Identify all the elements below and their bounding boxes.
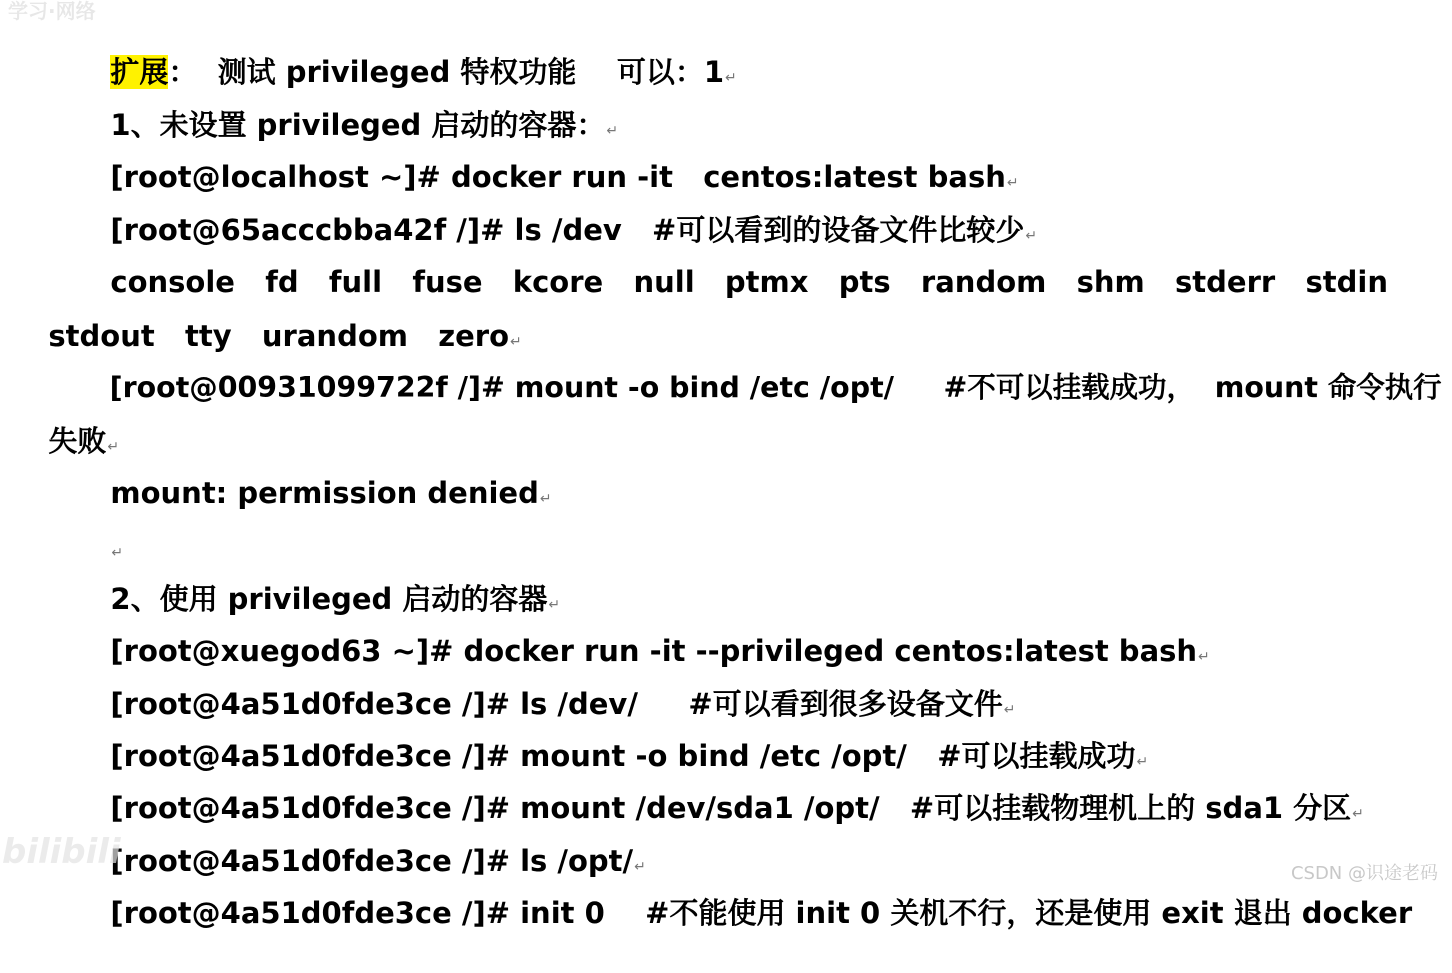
return-mark: ↵ bbox=[548, 597, 561, 613]
command-text: [root@4a51d0fde3ce /]# ls /opt/ bbox=[110, 844, 634, 878]
heading-text: ： 测试 privileged 特权功能 可以：1 bbox=[168, 55, 724, 89]
command-text: [root@xuegod63 ~]# docker run -it --privileged centos:latest bash bbox=[110, 634, 1198, 668]
return-mark: ↵ bbox=[606, 123, 619, 139]
section-1-title-text: 1、未设置 privileged 启动的容器： bbox=[110, 108, 606, 142]
return-mark: ↵ bbox=[1136, 754, 1149, 770]
highlighted-keyword: 扩展 bbox=[110, 55, 169, 89]
command-text: [root@4a51d0fde3ce /]# ls /dev/ #可以看到很多设备文件 bbox=[110, 687, 1003, 721]
return-mark: ↵ bbox=[1025, 228, 1038, 244]
bilibili-watermark: bilibili bbox=[2, 832, 121, 872]
command-text: [root@4a51d0fde3ce /]# init 0 #不能使用 init 0 关机不行，还是使用 exit 退出 docker bbox=[110, 896, 1413, 930]
return-mark: ↵ bbox=[107, 439, 120, 455]
wrapped-text: 失败 bbox=[48, 424, 107, 458]
return-mark: ↵ bbox=[725, 70, 737, 86]
csdn-watermark: CSDN @识途老码 bbox=[1290, 863, 1438, 884]
top-watermark: 学习·网络 bbox=[8, 0, 96, 23]
return-mark: ↵ bbox=[1003, 702, 1016, 718]
command-text: [root@65acccbba42f /]# ls /dev #可以看到的设备文件比较少 bbox=[110, 213, 1025, 247]
command-line bbox=[70, 328, 1442, 448]
return-mark: ↵ bbox=[510, 334, 522, 350]
device-list-text: console fd full fuse kcore null ptmx pts random shm stderr stdin bbox=[110, 265, 1388, 299]
command-text: [root@00931099722f /]# mount -o bind /etc /opt/ #不可以挂载成功， mount 命令执行 bbox=[109, 371, 1442, 404]
section-2-title-text: 2、使用 privileged 启动的容器 bbox=[110, 582, 548, 616]
return-mark: ↵ bbox=[1198, 649, 1210, 665]
command-line bbox=[70, 853, 1412, 973]
return-mark: ↵ bbox=[539, 491, 552, 507]
output-text: mount: permission denied bbox=[110, 476, 539, 510]
command-text: [root@localhost ~]# docker run -it centos:latest bash bbox=[110, 160, 1006, 194]
return-mark: ↵ bbox=[1352, 806, 1364, 822]
command-text: [root@4a51d0fde3ce /]# mount -o bind /etc /opt/ #可以挂载成功 bbox=[110, 739, 1136, 773]
command-text: [root@4a51d0fde3ce /]# mount /dev/sda1 /opt/ #可以挂载物理机上的 sda1 分区 bbox=[110, 791, 1352, 825]
return-mark: ↵ bbox=[634, 859, 646, 875]
device-list-text: stdout tty urandom zero bbox=[48, 319, 510, 353]
return-mark: ↵ bbox=[1006, 175, 1019, 191]
return-mark: ↵ bbox=[111, 545, 124, 561]
